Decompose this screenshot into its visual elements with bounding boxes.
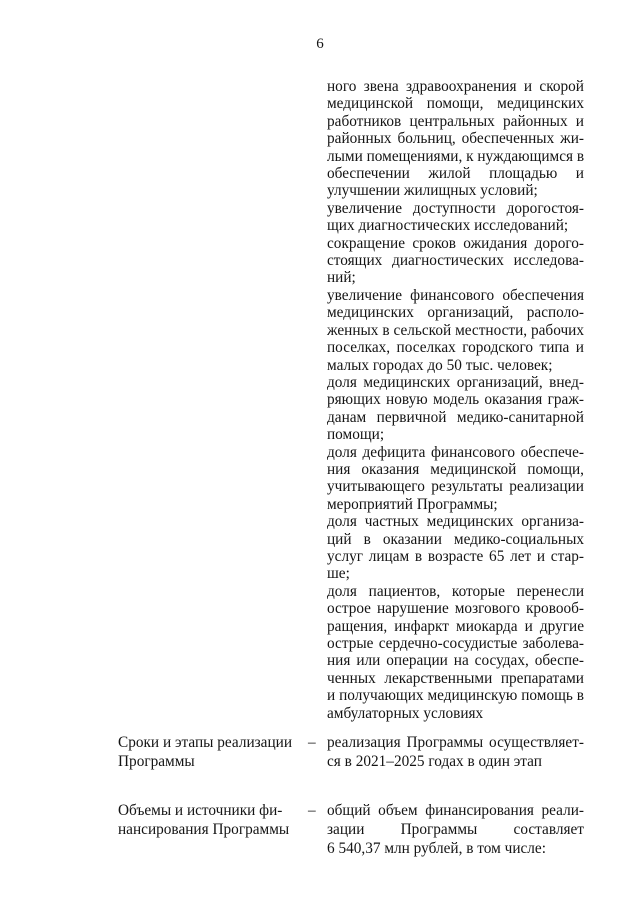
- text-line: увеличение доступности дорогостоя-: [327, 199, 584, 217]
- dash-separator: –: [308, 734, 316, 751]
- funding-label: [118, 801, 296, 839]
- text-line: зации Программы составляет: [327, 821, 584, 838]
- text-line: ряющих новую модель оказания граж-: [327, 391, 584, 409]
- dash-separator: –: [308, 802, 316, 819]
- text-line: острые сердечно-сосудистые заболева-: [327, 635, 584, 652]
- text-line: ся в 2021–2025 годах в один этап: [327, 753, 542, 770]
- text-line: доля дефицита финансового обеспече-: [327, 443, 584, 461]
- text-line: доля частных медицинских организа-: [327, 513, 584, 531]
- text-line: учитывающего результаты реализации: [327, 478, 584, 496]
- text-line: лыми помещениями, к нуждающимся в: [327, 147, 585, 165]
- text-line: поселках, поселках городского типа и: [327, 339, 584, 357]
- text-line: районных больниц, обеспеченных жи-: [327, 130, 584, 148]
- text-line: сокращение сроков ожидания дорого-: [327, 234, 584, 252]
- text-line: медицинских организаций, располо-: [327, 304, 584, 322]
- timeline-label: [118, 733, 296, 771]
- text-line: доля пациентов, которые перенесли: [327, 582, 584, 600]
- page-number: 6: [316, 36, 324, 52]
- text-line: увеличение финансового обеспечения: [327, 286, 584, 304]
- text-line: обеспечении жилой площадью и: [327, 165, 584, 183]
- label-line: нансирования Программы: [118, 821, 290, 838]
- text-line: малых городах до 50 тыс. человек;: [327, 356, 553, 374]
- text-line: данам первичной медико-санитарной: [327, 408, 584, 426]
- text-line: общий объем финансирования реали-: [327, 802, 584, 819]
- text-line: ний;: [327, 269, 356, 287]
- text-line: улучшении жилищных условий;: [327, 182, 538, 200]
- text-line: помощи;: [327, 426, 385, 444]
- text-line: острое нарушение мозгового кровооб-: [327, 600, 584, 618]
- text-line: стоящих диагностических исследова-: [327, 252, 584, 270]
- text-line: амбулаторных условиях: [327, 704, 484, 722]
- text-line: реализация Программы осуществляет-: [327, 734, 584, 751]
- text-line: услуг лицам в возрасте 65 лет и стар-: [327, 547, 584, 565]
- text-line: женных в сельской местности, рабочих: [327, 321, 584, 339]
- text-line: 6 540,37 млн рублей, в том числе:: [327, 840, 546, 857]
- funding-value: [327, 801, 584, 858]
- text-line: мероприятий Программы;: [327, 495, 498, 513]
- text-line: ченных лекарственными препаратами: [327, 669, 584, 687]
- label-line: Программы: [118, 753, 195, 770]
- text-line: ния или операции на сосудах, обеспе-: [327, 652, 584, 670]
- text-line: медицинской помощи, медицинских: [327, 95, 584, 113]
- timeline-value: [327, 733, 584, 771]
- text-line: работников центральных районных и: [327, 112, 584, 130]
- text-line: ше;: [327, 565, 350, 583]
- text-line: и получающих медицинскую помощь в: [327, 687, 584, 705]
- indicators-continuation: [327, 78, 584, 722]
- label-line: Объемы и источники фи-: [118, 802, 283, 819]
- text-line: доля медицинских организаций, внед-: [327, 373, 584, 391]
- text-line: щих диагностических исследований;: [327, 217, 569, 235]
- text-line: ния оказания медицинской помощи,: [327, 460, 584, 478]
- text-line: ций в оказании медико-социальных: [327, 530, 584, 548]
- label-line: Сроки и этапы реализации: [118, 734, 293, 751]
- text-line: ного звена здравоохранения и скорой: [327, 78, 584, 95]
- text-line: ращения, инфаркт миокарда и другие: [327, 617, 584, 635]
